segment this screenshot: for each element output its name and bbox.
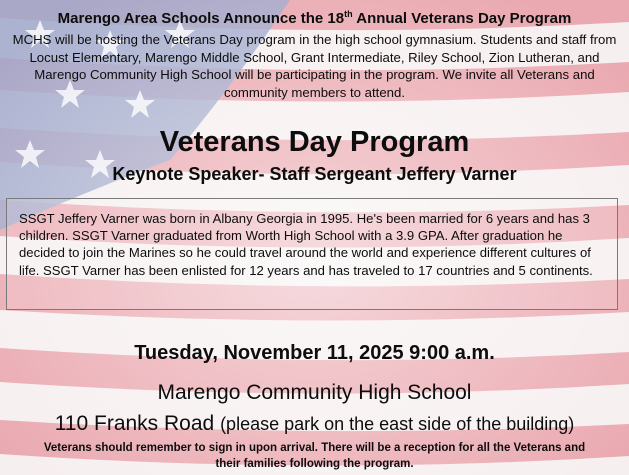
announcement-headline [0, 10, 629, 27]
event-date-time: Tuesday, November 11, 2025 9:00 a.m. [134, 342, 495, 364]
speaker-bio-box [6, 198, 618, 310]
footer-note: Veterans should remember to sign in upon arrival. There will be a reception for all the Veterans and their families following the program. [43, 442, 586, 470]
headline-text-after: Annual Veterans Day Program [352, 10, 572, 27]
speaker-bio-text: SSGT Jeffery Varner was born in Albany Georgia in 1995. He's been married for 6 years and has 3 children. SSGT Varner graduated from Worth High School with a 3.9 GPA. After graduation he decided to join the Marines so he could travel around the world and experience different cultures of life. SSGT Varner has been enlisted for 12 years and has traveled to 17 countries and 5 continents. [19, 211, 593, 278]
parking-note: (please park on the east side of the building) [220, 414, 575, 434]
event-venue: Marengo Community High School [157, 381, 472, 404]
headline-ordinal-suffix: th [344, 9, 353, 19]
intro-paragraph: MCHS will be hosting the Veterans Day program in the high school gymnasium. Students and staff from Locust Elementary, Marengo Middle School, Grant Intermediate, Riley School, Zion Lutheran, and Marengo Community High School will be participating in the program. We invite all Veterans and community members to attend. [12, 32, 617, 100]
headline-text-before: Marengo Area Schools Announce the 18 [57, 10, 345, 27]
address-street: 110 Franks Road [54, 412, 215, 435]
program-title: Veterans Day Program [159, 126, 470, 158]
event-address [0, 412, 629, 436]
keynote-speaker: Keynote Speaker- Staff Sergeant Jeffery Varner [112, 164, 517, 184]
